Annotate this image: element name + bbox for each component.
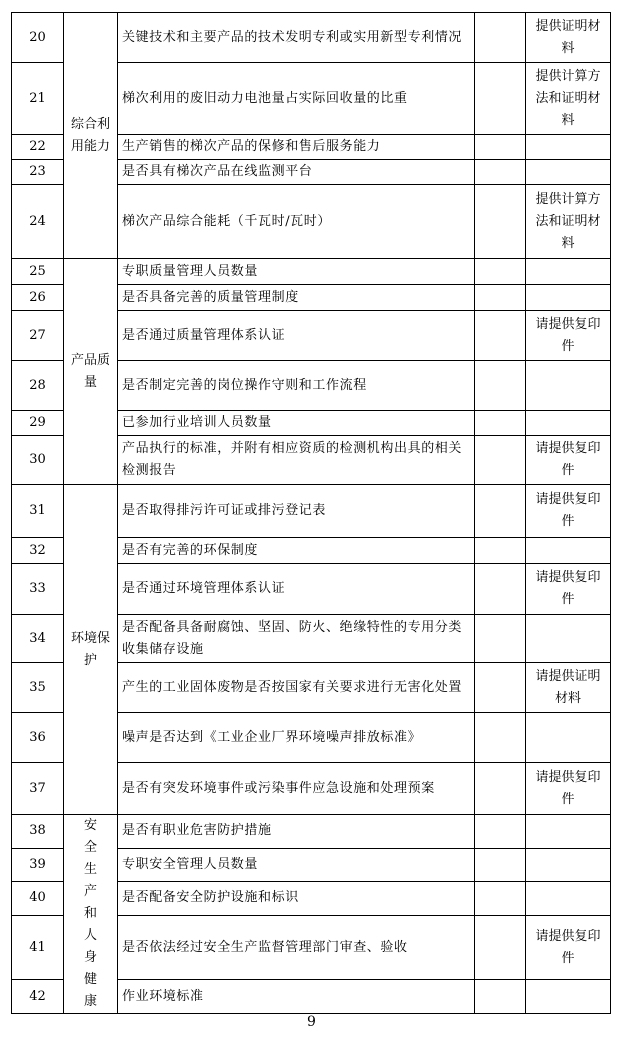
- value-cell[interactable]: [475, 160, 526, 185]
- row-number: 39: [12, 848, 64, 882]
- item-cell: 是否有完善的环保制度: [118, 538, 475, 564]
- note-cell: [526, 615, 611, 663]
- item-cell: 作业环境标准: [118, 980, 475, 1014]
- row-number: 22: [12, 135, 64, 160]
- row-number: 30: [12, 436, 64, 485]
- item-cell: 是否取得排污许可证或排污登记表: [118, 485, 475, 538]
- table-row: [12, 815, 611, 849]
- note-cell: 提供证明材料: [526, 13, 611, 63]
- value-cell[interactable]: [475, 663, 526, 713]
- item-cell: 专职质量管理人员数量: [118, 259, 475, 285]
- row-number: 33: [12, 564, 64, 615]
- value-cell[interactable]: [475, 980, 526, 1014]
- value-cell[interactable]: [475, 361, 526, 411]
- note-cell: [526, 882, 611, 916]
- row-number: 28: [12, 361, 64, 411]
- note-cell: 请提供复印件: [526, 311, 611, 361]
- row-number: 26: [12, 285, 64, 311]
- item-cell: 关键技术和主要产品的技术发明专利或实用新型专利情况: [118, 13, 475, 63]
- note-cell: 提供计算方法和证明材料: [526, 185, 611, 259]
- item-cell: 是否有突发环境事件或污染事件应急设施和处理预案: [118, 763, 475, 815]
- category-cell: [64, 259, 118, 485]
- row-number: 25: [12, 259, 64, 285]
- item-cell: 是否有职业危害防护措施: [118, 815, 475, 849]
- item-cell: 是否配备具备耐腐蚀、坚固、防火、绝缘特性的专用分类收集储存设施: [118, 615, 475, 663]
- evaluation-table: [11, 12, 611, 1014]
- category-cell: [64, 485, 118, 815]
- item-cell: 是否具备完善的质量管理制度: [118, 285, 475, 311]
- note-cell: [526, 815, 611, 849]
- value-cell[interactable]: [475, 882, 526, 916]
- row-number: 31: [12, 485, 64, 538]
- row-number: 35: [12, 663, 64, 713]
- note-cell: 请提供复印件: [526, 485, 611, 538]
- value-cell[interactable]: [475, 815, 526, 849]
- row-number: 32: [12, 538, 64, 564]
- table-row: [12, 13, 611, 63]
- category-label: 产品质量: [70, 352, 110, 390]
- note-cell: 请提供复印件: [526, 436, 611, 485]
- value-cell[interactable]: [475, 311, 526, 361]
- item-cell: 是否制定完善的岗位操作守则和工作流程: [118, 361, 475, 411]
- category-cell: [64, 815, 118, 1014]
- row-number: 27: [12, 311, 64, 361]
- value-cell[interactable]: [475, 411, 526, 436]
- row-number: 42: [12, 980, 64, 1014]
- note-cell: [526, 285, 611, 311]
- item-cell: 梯次利用的废旧动力电池量占实际回收量的比重: [118, 63, 475, 135]
- value-cell[interactable]: [475, 285, 526, 311]
- note-cell: 请提供复印件: [526, 564, 611, 615]
- item-cell: 产生的工业固体废物是否按国家有关要求进行无害化处置: [118, 663, 475, 713]
- category-label: 环境保护: [70, 630, 110, 668]
- note-cell: [526, 361, 611, 411]
- note-cell: 提供计算方法和证明材料: [526, 63, 611, 135]
- value-cell[interactable]: [475, 13, 526, 63]
- row-number: 34: [12, 615, 64, 663]
- value-cell[interactable]: [475, 185, 526, 259]
- value-cell[interactable]: [475, 915, 526, 980]
- row-number: 29: [12, 411, 64, 436]
- row-number: 24: [12, 185, 64, 259]
- row-number: 23: [12, 160, 64, 185]
- item-cell: 专职安全管理人员数量: [118, 848, 475, 882]
- category-label: 综合利用能力: [70, 116, 110, 154]
- value-cell[interactable]: [475, 63, 526, 135]
- row-number: 41: [12, 915, 64, 980]
- item-cell: 是否通过环境管理体系认证: [118, 564, 475, 615]
- row-number: 40: [12, 882, 64, 916]
- value-cell[interactable]: [475, 259, 526, 285]
- item-cell: 是否通过质量管理体系认证: [118, 311, 475, 361]
- value-cell[interactable]: [475, 615, 526, 663]
- row-number: 37: [12, 763, 64, 815]
- note-cell: 请提供复印件: [526, 915, 611, 980]
- value-cell[interactable]: [475, 564, 526, 615]
- note-cell: [526, 848, 611, 882]
- item-cell: 已参加行业培训人员数量: [118, 411, 475, 436]
- note-cell: [526, 259, 611, 285]
- row-number: 20: [12, 13, 64, 63]
- item-cell: 噪声是否达到《工业企业厂界环境噪声排放标准》: [118, 713, 475, 763]
- note-cell: [526, 980, 611, 1014]
- category-label: 安全生产和人身健康: [83, 818, 97, 1009]
- value-cell[interactable]: [475, 538, 526, 564]
- value-cell[interactable]: [475, 713, 526, 763]
- note-cell: 请提供复印件: [526, 763, 611, 815]
- row-number: 21: [12, 63, 64, 135]
- item-cell: 产品执行的标准，并附有相应资质的检测机构出具的相关检测报告: [118, 436, 475, 485]
- table-row: [12, 259, 611, 285]
- table-row: [12, 485, 611, 538]
- value-cell[interactable]: [475, 763, 526, 815]
- note-cell: [526, 160, 611, 185]
- note-cell: [526, 135, 611, 160]
- value-cell[interactable]: [475, 436, 526, 485]
- page-number: 9: [307, 1014, 316, 1030]
- value-cell[interactable]: [475, 485, 526, 538]
- value-cell[interactable]: [475, 848, 526, 882]
- row-number: 38: [12, 815, 64, 849]
- category-cell: [64, 13, 118, 259]
- value-cell[interactable]: [475, 135, 526, 160]
- note-cell: [526, 538, 611, 564]
- note-cell: 请提供证明材料: [526, 663, 611, 713]
- note-cell: [526, 411, 611, 436]
- item-cell: 生产销售的梯次产品的保修和售后服务能力: [118, 135, 475, 160]
- note-cell: [526, 713, 611, 763]
- item-cell: 梯次产品综合能耗（千瓦时/瓦时）: [118, 185, 475, 259]
- item-cell: 是否依法经过安全生产监督管理部门审查、验收: [118, 915, 475, 980]
- item-cell: 是否配备安全防护设施和标识: [118, 882, 475, 916]
- item-cell: 是否具有梯次产品在线监测平台: [118, 160, 475, 185]
- row-number: 36: [12, 713, 64, 763]
